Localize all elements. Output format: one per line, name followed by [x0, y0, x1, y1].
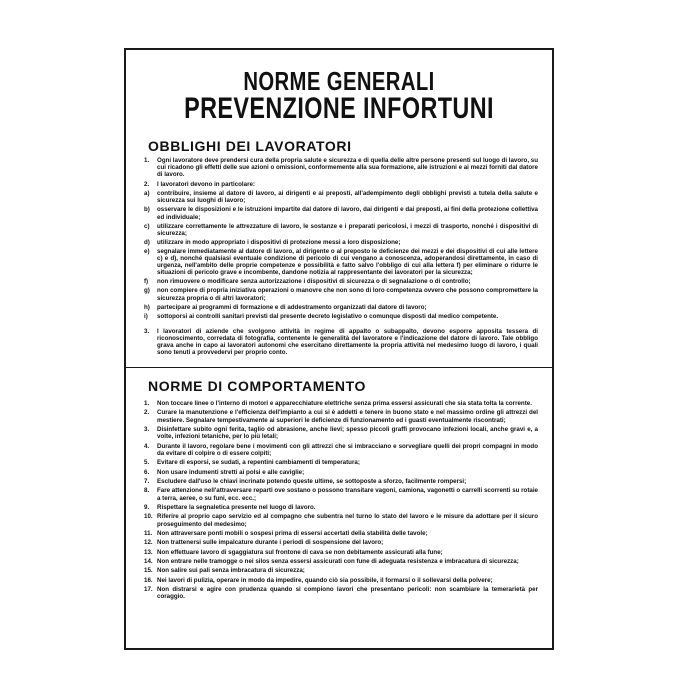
item-text: Riferire al proprio capo servizio ed al compagno che subentra nel turno lo stato del lavoro e le misure da adottare per il sicuro proseguimento del medesimo;	[157, 513, 538, 528]
sub-item	[144, 287, 538, 301]
item-number: 16.	[144, 576, 153, 584]
sub-item-text: segnalare immediatamente al datore di lavoro, al dirigente o al preposto le deficienze dei mezzi e dei dispositivi di cui alle lettere c) e d), nonché qualsiasi eventuale condizione di pericolo di cui vengano a conoscenza, adoperandosi direttamente, in caso di urgenza, nell'ambito delle proprie competenze e possibilità e fatto salvo l'obbligo di cui alla lettera f) per eliminare o ridurre le situazioni di pericolo grave e incombente, dandone notizia al rappresentante dei lavoratori per la sicurezza;	[157, 247, 538, 277]
section-divider	[126, 367, 552, 368]
norme-list	[144, 400, 538, 603]
item-number: 8.	[144, 487, 150, 495]
sub-item-letter: h)	[144, 303, 150, 311]
item-text: Non distrarsi e agire con prudenza quando si compiono lavori che presentano pericoli: non scambiare la temerarietà per coraggio.	[157, 586, 538, 601]
list-item	[144, 443, 538, 457]
sub-item-letter: e)	[144, 247, 150, 255]
item-number: 2.	[144, 180, 150, 188]
item-number: 12.	[144, 539, 153, 547]
sub-item	[144, 304, 538, 311]
sub-item-text: utilizzare in modo appropriato i dispositivi di protezione messi a loro disposizione;	[157, 238, 401, 246]
sub-item-letter: i)	[144, 312, 148, 320]
list-item	[144, 409, 538, 423]
list-item	[144, 478, 538, 485]
sub-item-letter: g)	[144, 287, 150, 295]
sub-item-text: non rimuovere o modificare senza autorizzazione i dispositivi di sicurezza o di segnalazione o di controllo;	[157, 278, 471, 286]
item-text: Non salire sui pali senza imbracatura di sicurezza;	[157, 567, 305, 575]
sub-item	[144, 190, 538, 204]
item-number: 3.	[144, 425, 150, 433]
item-number: 6.	[144, 468, 150, 476]
list-item	[144, 567, 538, 574]
item-number: 5.	[144, 459, 150, 467]
obblighi-list	[144, 157, 538, 359]
item-text: Disinfettare subito ogni ferita, taglio od abrasione, anche lievi; spesso piccoli graffi provocano infezioni locali, anche gravi e, a volte, infezioni tetaniche, per lo più letali;	[157, 425, 538, 441]
item-number: 1.	[144, 400, 150, 407]
item-text: Non toccare linee o l'interno di motori e apparecchiature elettriche senza prima essersi assicurati che sia stata tolta la corrente.	[157, 400, 532, 407]
sub-item	[144, 248, 538, 277]
sub-item-text: sottoporsi ai controlli sanitari previsti dal presente decreto legislativo o comunque disposti dal medico competente.	[157, 312, 499, 320]
list-item	[144, 577, 538, 584]
item-text: Fare attenzione nell'attraversare reparti ove sostano o possono transitare vagoni, camiona, vagonetti o carrelli scorrenti su rotaie a terra, aeree, o su funi, ecc. ecc.;	[157, 487, 538, 502]
item-text: Non usare indumenti stretti ai polsi e alle caviglie;	[157, 468, 305, 476]
list-item	[144, 530, 538, 537]
list-item	[144, 539, 538, 546]
sub-item	[144, 239, 538, 246]
item-text: Non attraversare ponti mobili o sospesi prima di essersi accertati della stabilità delle tavole;	[157, 529, 428, 537]
sub-item-text: osservare le disposizioni e le istruzioni impartite dal datore di lavoro, dai dirigenti e dai preposti, ai fini della protezione collettiva ed individuale;	[157, 206, 538, 221]
list-item	[144, 181, 538, 188]
item-number: 15.	[144, 567, 153, 575]
item-text: Escludere dall'uso le chiavi incrinate potendo queste ultime, se sottoposte a sforzo, facilmente rompersi;	[157, 477, 467, 485]
item-text: Durante il lavoro, regolare bene i movimenti con gli attrezzi che si imbracciano e sorvegliare quelli dei propri compagni in modo da evitare di colpire o di essere colpiti;	[157, 442, 538, 457]
item-number: 13.	[144, 548, 153, 556]
list-item	[144, 328, 538, 357]
section-heading-norme: NORME DI COMPORTAMENTO	[148, 378, 367, 394]
item-text: I lavoratori devono in particolare:	[157, 180, 255, 188]
list-item	[144, 513, 538, 527]
item-number: 10.	[144, 513, 153, 521]
list-item	[144, 157, 538, 179]
item-number: 14.	[144, 558, 153, 566]
list-item	[144, 586, 538, 600]
item-text: I lavoratori di aziende che svolgono attività in regime di appalto o subappalto, devono esporre apposita tessera di riconoscimento, corredata di fotografia, contenente le generalità del lavoratore e l'indicazione del datore di lavoro. Tale obbligo grava anche in capo ai lavoratori autonomi che esercitano direttamente la propria attività nel medesimo luogo di lavoro, i quali sono tenuti a provvedervi per proprio conto.	[157, 327, 538, 357]
title-line-1: NORME GENERALI	[243, 66, 435, 96]
item-text: Evitare di esporsi, se sudati, a repentini cambiamenti di temperatura;	[157, 459, 360, 467]
item-number: 4.	[144, 442, 150, 450]
item-text: Non effettuare lavoro di sgaggiatura sul frontone di cava se non debitamente assicurati alla fune;	[157, 548, 443, 556]
list-item	[144, 459, 538, 466]
list-item	[144, 469, 538, 476]
sub-item-text: non compiere di propria iniziativa operazioni o manovre che non sono di loro competenza ovvero che possono compromettere la sicurezza propria o di altri lavoratori;	[157, 287, 538, 302]
item-text: Non trattenersi sulle impalcature durante i periodi di sospensione del lavoro;	[157, 539, 384, 547]
item-text: Non entrare nelle tramogge o nei silos senza essersi assicurati con fune di adeguata resistenza e imbracatura di sicurezza;	[157, 558, 519, 566]
sub-item-letter: d)	[144, 238, 150, 246]
sub-item-letter: c)	[144, 222, 150, 230]
item-text: Nei lavori di pulizia, operare in modo da impedire, quando ciò sia possibile, il formarsi o il sollevarsi della polvere;	[157, 576, 493, 584]
list-item	[144, 549, 538, 556]
sub-item-text: contribuire, insieme al datore di lavoro, ai dirigenti e ai preposti, all'adempimento degli obblighi previsti a tutela della salute e sicurezza sui luoghi di lavoro;	[157, 190, 538, 205]
sub-item	[144, 206, 538, 220]
sub-item	[144, 278, 538, 285]
item-number: 11.	[144, 529, 153, 537]
list-item	[144, 426, 538, 440]
sub-item-letter: b)	[144, 206, 150, 214]
safety-sign	[124, 48, 554, 650]
item-text: Curare la manutenzione e l'efficienza dell'impianto a cui si è addetti e tenere in buono stato e nel massimo ordine gli attrezzi del mestiere. Segnalare tempestivamente ai superiori le deficienze di funzionamento ed i guasti eventualmente riscontrati;	[157, 409, 538, 424]
sub-item-text: partecipare ai programmi di formazione e di addestramento organizzati dal datore di lavoro;	[157, 303, 427, 311]
sub-item-letter: f)	[144, 278, 149, 286]
list-item	[144, 558, 538, 565]
list-item	[144, 504, 538, 511]
section-heading-obblighi: OBBLIGHI DEI LAVORATORI	[148, 138, 352, 154]
item-number: 7.	[144, 477, 150, 485]
sub-item	[144, 313, 538, 320]
item-number: 9.	[144, 503, 150, 511]
title-line-2: PREVENZIONE INFORTUNI	[184, 92, 494, 125]
sub-item	[144, 223, 538, 237]
item-text: Ogni lavoratore deve prendersi cura della propria salute e sicurezza e di quella delle altre persone presenti sul luogo di lavoro, su cui ricadono gli effetti delle sue azioni o omissioni, conformemente alla sua formazione, alle istruzioni e ai mezzi forniti dal datore di lavoro.	[157, 157, 538, 179]
item-number: 3.	[144, 327, 150, 335]
list-item	[144, 400, 538, 407]
item-text: Rispettare la segnaletica presente nel luogo di lavoro.	[157, 503, 316, 511]
sub-item-letter: a)	[144, 190, 150, 198]
sub-item-text: utilizzare correttamente le attrezzature di lavoro, le sostanze e i preparati pericolosi, i mezzi di trasporto, nonché i dispositivi di sicurezza;	[157, 222, 538, 237]
item-number: 2.	[144, 409, 150, 417]
item-number: 1.	[144, 157, 150, 164]
list-item	[144, 487, 538, 501]
item-number: 17.	[144, 586, 153, 594]
